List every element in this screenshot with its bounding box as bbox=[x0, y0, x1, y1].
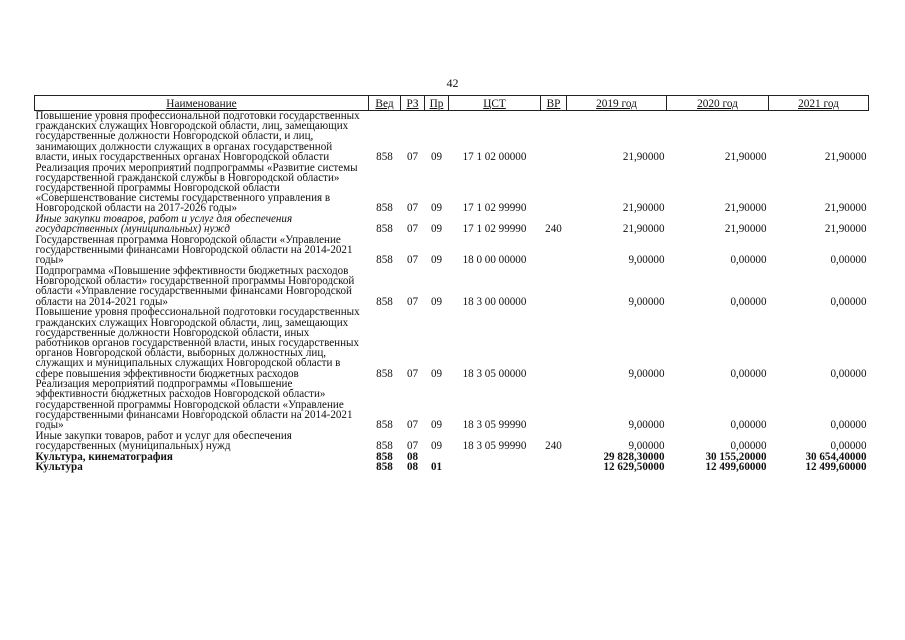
cell-2021: 0,00000 bbox=[830, 367, 867, 380]
cell-2019: 9,00000 bbox=[628, 295, 665, 308]
cell-name: Культура bbox=[35, 461, 83, 474]
cell-2020: 0,00000 bbox=[730, 367, 767, 380]
cell-2020: 21,90000 bbox=[724, 150, 767, 163]
cell-2019: 21,90000 bbox=[622, 223, 665, 236]
cell-2021: 0,00000 bbox=[830, 419, 867, 432]
table-header bbox=[35, 96, 869, 111]
cell-rz: 07 bbox=[406, 419, 419, 432]
cell-rz: 07 bbox=[406, 440, 419, 452]
header-ved: Вед bbox=[369, 96, 401, 111]
cell-name: Культура, кинематография bbox=[35, 450, 173, 463]
cell-2021: 21,90000 bbox=[824, 150, 867, 163]
cell-2021: 0,00000 bbox=[830, 295, 867, 308]
cell-name: Иные закупки товаров, работ и услуг для обеспечения государственных (муниципальных) нужд bbox=[35, 213, 293, 236]
table-row bbox=[35, 307, 869, 379]
cell-2021: 0,00000 bbox=[830, 254, 867, 267]
cell-2021: 21,90000 bbox=[824, 202, 867, 215]
table-body bbox=[35, 111, 869, 474]
cell-cst: 17 1 02 00000 bbox=[462, 150, 527, 163]
cell-cst: 18 3 05 99990 bbox=[462, 419, 527, 432]
cell-pr: 09 bbox=[430, 223, 443, 236]
cell-vr bbox=[541, 462, 567, 473]
cell-pr: 09 bbox=[430, 295, 443, 308]
cell-cst: 18 3 05 99990 bbox=[462, 440, 527, 452]
cell-vr bbox=[541, 379, 567, 431]
cell-2019: 9,00000 bbox=[628, 440, 665, 452]
cell-vr: 240 bbox=[545, 440, 562, 452]
cell-2020: 21,90000 bbox=[724, 223, 767, 236]
cell-2020: 30 155,20000 bbox=[705, 450, 767, 463]
cell-ved: 858 bbox=[376, 202, 393, 215]
cell-vr: 240 bbox=[545, 223, 562, 236]
cell-2020: 0,00000 bbox=[730, 254, 767, 267]
table-row bbox=[35, 266, 869, 307]
cell-cst: 18 0 00 00000 bbox=[462, 254, 527, 267]
cell-name: Государственная программа Новгородской области «Управление государственными финансами Новгородской области на 2014-2021 годы» bbox=[35, 233, 353, 267]
cell-pr: 09 bbox=[430, 419, 443, 432]
header-2020: 2020 год bbox=[667, 96, 769, 111]
table-row bbox=[35, 111, 869, 163]
cell-2020: 21,90000 bbox=[724, 202, 767, 215]
header-2019: 2019 год bbox=[567, 96, 667, 111]
cell-2019: 21,90000 bbox=[622, 150, 665, 163]
cell-pr: 09 bbox=[430, 440, 443, 452]
header-pr: Пр bbox=[425, 96, 449, 111]
cell-vr bbox=[541, 307, 567, 379]
header-cst: ЦСТ bbox=[449, 96, 541, 111]
cell-pr: 01 bbox=[430, 461, 443, 474]
cell-2019: 9,00000 bbox=[628, 254, 665, 267]
cell-ved: 858 bbox=[376, 440, 393, 452]
cell-2019: 21,90000 bbox=[622, 202, 665, 215]
table-row bbox=[35, 235, 869, 266]
cell-2020: 0,00000 bbox=[730, 419, 767, 432]
cell-ved: 858 bbox=[376, 295, 393, 308]
page-number: 42 bbox=[446, 76, 459, 90]
cell-ved: 858 bbox=[376, 223, 393, 236]
cell-name: Повышение уровня профессиональной подготовки государственных гражданских служащих Новгородской области, лиц, замещающих государственные должности Новгородской области, иных работников органов государственной власти, иных государственных органов Новгородской области, выборных должностных лиц, служащих и муниципальных служащих Новгородской области в сфере повышения эффективности бюджетных расходов bbox=[35, 306, 360, 380]
cell-cst: 17 1 02 99990 bbox=[462, 202, 527, 215]
cell-2021: 0,00000 bbox=[830, 440, 867, 452]
header-2021: 2021 год bbox=[769, 96, 869, 111]
cell-rz: 08 bbox=[406, 461, 419, 474]
cell-name: Подпрограмма «Повышение эффективности бюджетных расходов Новгородской области» государственной программы Новгородской области «Управление государственными финансами Новгородской области на 2014-2021 годы» bbox=[35, 265, 355, 308]
cell-2021: 30 654,40000 bbox=[805, 450, 867, 463]
cell-2019: 9,00000 bbox=[628, 367, 665, 380]
cell-vr bbox=[541, 111, 567, 163]
cell-cst bbox=[449, 462, 541, 473]
cell-ved: 858 bbox=[376, 461, 393, 474]
cell-vr bbox=[541, 235, 567, 266]
cell-2020: 0,00000 bbox=[730, 440, 767, 452]
table-row bbox=[35, 462, 869, 473]
cell-ved: 858 bbox=[376, 419, 393, 432]
cell-2021: 21,90000 bbox=[824, 223, 867, 236]
cell-cst: 17 1 02 99990 bbox=[462, 223, 527, 236]
table-row bbox=[35, 214, 869, 235]
cell-pr: 09 bbox=[430, 367, 443, 380]
cell-2019: 9,00000 bbox=[628, 419, 665, 432]
cell-cst: 18 3 05 00000 bbox=[462, 367, 527, 380]
cell-cst: 18 3 00 00000 bbox=[462, 295, 527, 308]
cell-ved: 858 bbox=[376, 367, 393, 380]
cell-2021: 12 499,60000 bbox=[805, 461, 867, 474]
cell-pr: 09 bbox=[430, 150, 443, 163]
cell-ved: 858 bbox=[376, 150, 393, 163]
cell-rz: 08 bbox=[406, 450, 419, 463]
cell-2019: 29 828,30000 bbox=[603, 450, 665, 463]
cell-ved: 858 bbox=[376, 254, 393, 267]
cell-pr: 09 bbox=[430, 254, 443, 267]
cell-name: Реализация прочих мероприятий подпрограммы «Развитие системы государственной гражданской службы в Новгородской области» государственной программы Новгородской области «Совершенствование системы государственного управления в Новгородской области на 2017-2026 годы» bbox=[35, 161, 358, 215]
table-row bbox=[35, 431, 869, 452]
cell-rz: 07 bbox=[406, 202, 419, 215]
cell-vr bbox=[541, 163, 567, 215]
cell-ved: 858 bbox=[376, 450, 393, 463]
cell-cst bbox=[449, 452, 541, 463]
header-name: Наименование bbox=[35, 96, 369, 111]
header-rz: РЗ bbox=[401, 96, 425, 111]
cell-name: Иные закупки товаров, работ и услуг для обеспечения государственных (муниципальных) нужд bbox=[35, 429, 292, 452]
budget-table bbox=[34, 95, 869, 473]
header-vr: ВР bbox=[541, 96, 567, 111]
cell-2019: 12 629,50000 bbox=[603, 461, 665, 474]
cell-rz: 07 bbox=[406, 254, 419, 267]
cell-rz: 07 bbox=[406, 150, 419, 163]
cell-rz: 07 bbox=[406, 367, 419, 380]
cell-rz: 07 bbox=[406, 223, 419, 236]
cell-name: Повышение уровня профессиональной подготовки государственных гражданских служащих Новгородской области, лиц, замещающих государственные должности Новгородской области, и лиц, занимающих должности служащих в органах государственной власти, иных государственных органах Новгородской области bbox=[35, 110, 360, 163]
cell-2020: 12 499,60000 bbox=[705, 461, 767, 474]
table-row bbox=[35, 163, 869, 215]
cell-2020: 0,00000 bbox=[730, 295, 767, 308]
cell-pr: 09 bbox=[430, 202, 443, 215]
cell-rz: 07 bbox=[406, 295, 419, 308]
table-row bbox=[35, 379, 869, 431]
cell-vr bbox=[541, 452, 567, 463]
cell-vr bbox=[541, 266, 567, 307]
cell-name: Реализация мероприятий подпрограммы «Повышение эффективности бюджетных расходов Новгородской области» государственной программы Новгородской области «Управление государственными финансами Новгородской области на 2014-2021 годы» bbox=[35, 378, 353, 432]
